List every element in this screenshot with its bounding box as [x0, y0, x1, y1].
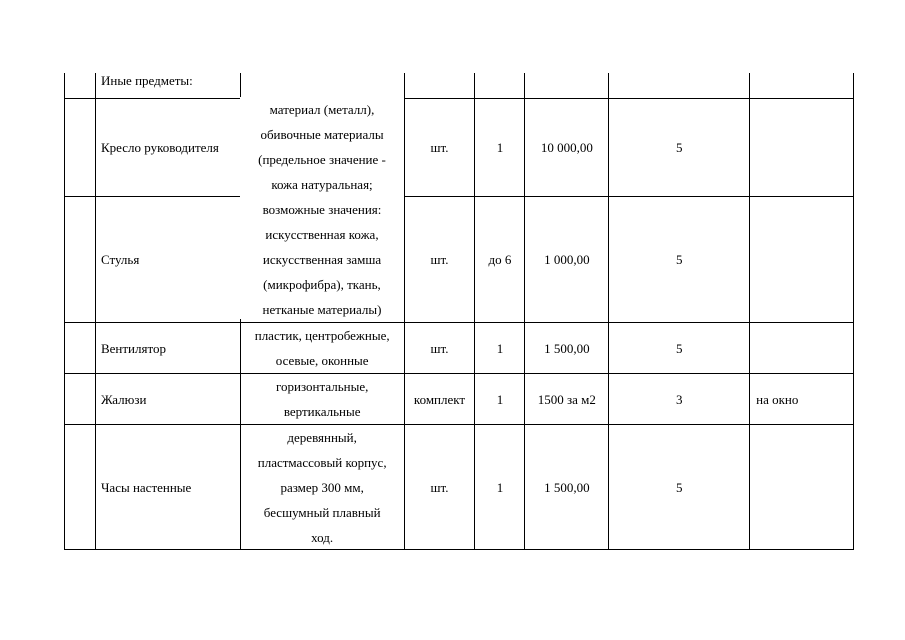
price-cell: 1500 за м2 [524, 374, 608, 424]
years-cell: 5 [608, 99, 749, 196]
material-line: искусственная замша [262, 252, 382, 267]
material-line: горизонтальные, [276, 379, 369, 394]
material-line: обивочные материалы [260, 127, 384, 142]
material-line: материал (металл), [269, 102, 375, 117]
years-cell [608, 73, 749, 98]
material-line: размер 300 мм, [280, 479, 364, 495]
qty-cell: до 6 [474, 197, 524, 322]
index-cell [64, 197, 95, 322]
years-cell: 5 [608, 323, 749, 373]
material-line: деревянный, [287, 429, 357, 445]
material-line: кожа натуральная; [271, 177, 373, 192]
index-cell [64, 374, 95, 424]
unit-cell: комплект [404, 374, 475, 424]
price-cell: 10 000,00 [524, 99, 608, 196]
table-row [64, 197, 854, 323]
material-cell [240, 374, 404, 424]
price-cell: 1 500,00 [524, 323, 608, 373]
unit-cell: шт. [404, 425, 475, 549]
material-line: бесшумный плавный [263, 504, 381, 520]
table-row [64, 374, 854, 425]
material-line: вертикальные [283, 404, 361, 419]
table-row [64, 73, 854, 99]
index-cell [64, 99, 95, 196]
years-cell: 3 [608, 374, 749, 424]
years-cell: 5 [608, 425, 749, 549]
material-line: (микрофибра), ткань, [263, 277, 381, 292]
material-line: нетканые материалы) [262, 302, 382, 317]
item-name-cell: Жалюзи [95, 374, 240, 424]
index-cell [64, 425, 95, 549]
item-name-cell: Кресло руководителя [95, 99, 240, 196]
years-cell: 5 [608, 197, 749, 322]
item-name-cell: Иные предметы: [95, 73, 240, 98]
price-cell: 1 000,00 [524, 197, 608, 322]
material-line: ход. [311, 529, 334, 545]
items-table [64, 73, 854, 550]
table-row [64, 425, 854, 550]
price-cell: 1 500,00 [524, 425, 608, 549]
table-row [64, 99, 854, 197]
material-line: искусственная кожа, [265, 227, 379, 242]
item-name-cell: Часы настенные [95, 425, 240, 549]
material-cell [240, 323, 404, 373]
qty-cell: 1 [474, 374, 524, 424]
material-cell [240, 73, 404, 98]
note-cell [749, 73, 854, 98]
unit-cell: шт. [404, 197, 475, 322]
material-cell [240, 425, 404, 549]
material-line: (предельное значение - [258, 152, 386, 167]
material-line: пластмассовый корпус, [257, 454, 387, 470]
qty-cell [474, 73, 524, 98]
item-name-cell: Стулья [95, 197, 240, 322]
qty-cell: 1 [474, 323, 524, 373]
index-cell [64, 323, 95, 373]
unit-cell: шт. [404, 323, 475, 373]
merged-material-cell [240, 97, 404, 319]
note-cell: на окно [749, 374, 854, 424]
unit-cell [404, 73, 475, 98]
material-line: осевые, оконные [275, 353, 369, 368]
material-line: пластик, центробежные, [254, 328, 390, 343]
note-cell [749, 197, 854, 322]
note-cell [749, 99, 854, 196]
material-line: возможные значения: [262, 202, 382, 217]
note-cell [749, 323, 854, 373]
index-cell [64, 73, 95, 98]
qty-cell: 1 [474, 425, 524, 549]
price-cell [524, 73, 608, 98]
table-row [64, 323, 854, 374]
unit-cell: шт. [404, 99, 475, 196]
item-name-cell: Вентилятор [95, 323, 240, 373]
qty-cell: 1 [474, 99, 524, 196]
note-cell [749, 425, 854, 549]
